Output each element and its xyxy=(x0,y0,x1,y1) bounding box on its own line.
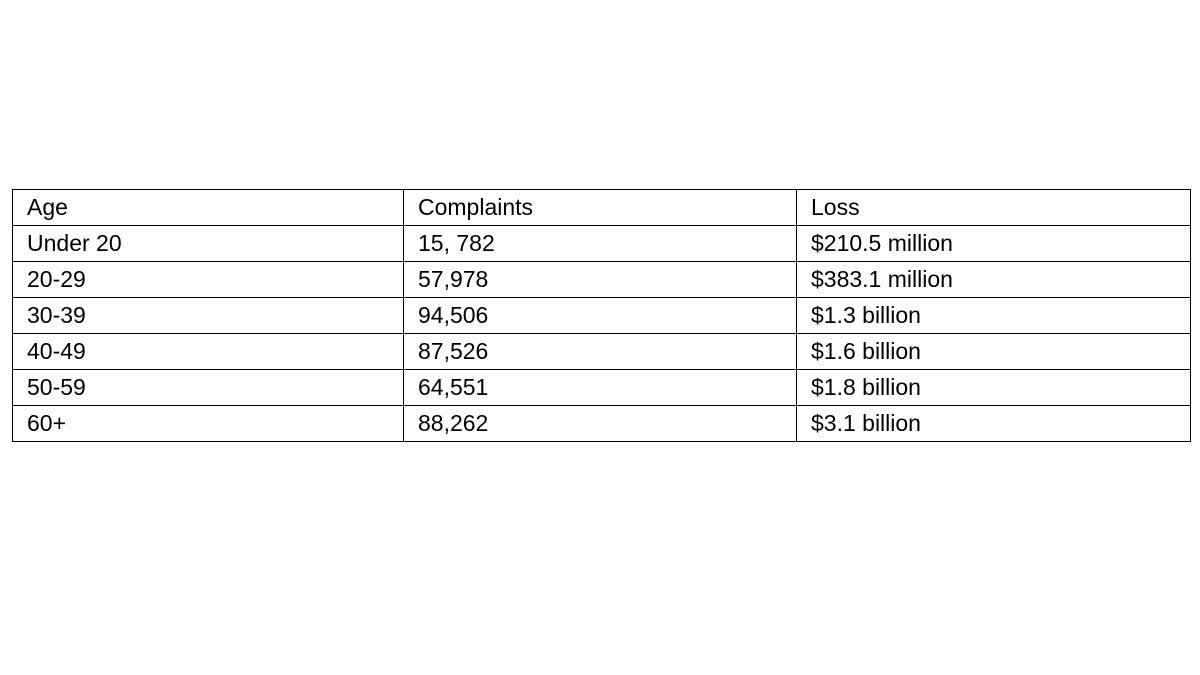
age-cell: 40-49 xyxy=(13,334,404,370)
table-row xyxy=(13,334,1191,370)
age-cell: 30-39 xyxy=(13,298,404,334)
loss-cell: $1.6 billion xyxy=(797,334,1191,370)
loss-cell: $3.1 billion xyxy=(797,406,1191,442)
complaints-cell: 94,506 xyxy=(404,298,797,334)
table-row xyxy=(13,298,1191,334)
loss-cell: $210.5 million xyxy=(797,226,1191,262)
table-row xyxy=(13,370,1191,406)
complaints-cell: 15, 782 xyxy=(404,226,797,262)
loss-cell: $1.3 billion xyxy=(797,298,1191,334)
header-complaints: Complaints xyxy=(404,190,797,226)
loss-cell: $1.8 billion xyxy=(797,370,1191,406)
complaints-by-age-table-container xyxy=(12,189,1190,442)
age-cell: Under 20 xyxy=(13,226,404,262)
age-cell: 20-29 xyxy=(13,262,404,298)
age-cell: 50-59 xyxy=(13,370,404,406)
table-row xyxy=(13,406,1191,442)
complaints-cell: 57,978 xyxy=(404,262,797,298)
header-loss: Loss xyxy=(797,190,1191,226)
complaints-by-age-table xyxy=(12,189,1191,442)
table-row xyxy=(13,262,1191,298)
loss-cell: $383.1 million xyxy=(797,262,1191,298)
complaints-cell: 88,262 xyxy=(404,406,797,442)
table-row xyxy=(13,226,1191,262)
complaints-cell: 64,551 xyxy=(404,370,797,406)
header-age: Age xyxy=(13,190,404,226)
table-header-row xyxy=(13,190,1191,226)
age-cell: 60+ xyxy=(13,406,404,442)
complaints-cell: 87,526 xyxy=(404,334,797,370)
